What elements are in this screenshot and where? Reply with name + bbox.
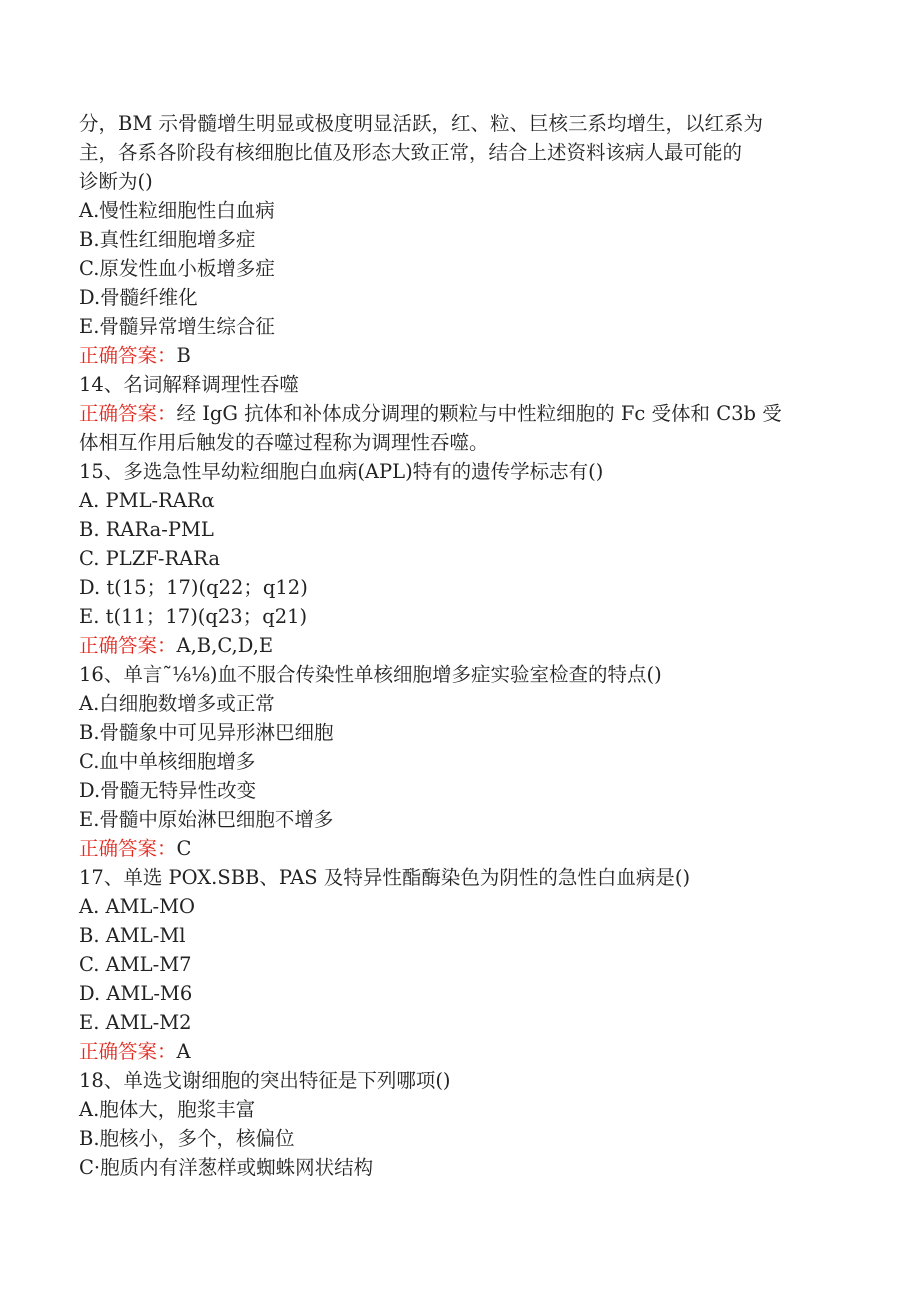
question-14-stem: 14、名词解释调理性吞噬 [79,373,299,396]
answer-value: C [176,837,192,860]
question-14 [79,370,849,457]
question-18-option-b: B.胞核小，多个，核偏位 [79,1127,295,1150]
question-16 [79,660,849,863]
document-page [79,109,849,1182]
question-17-option-c: C. AML-M7 [79,953,192,976]
question-15 [79,457,849,660]
answer-value: A,B,C,D,E [176,634,274,657]
question-16-answer [79,834,849,863]
question-14-answer-line-1 [79,399,849,428]
question-17-option-b: B. AML-Ml [79,924,186,947]
answer-label: 正确答案： [79,634,177,657]
question-18-option-a: A.胞体大，胞浆丰富 [79,1098,256,1121]
question-16-option-e: E.骨髓中原始淋巴细胞不增多 [79,808,334,831]
question-14-answer-line-2: 体相互作用后触发的吞噬过程称为调理性吞噬。 [79,431,489,454]
question-13 [79,109,849,370]
question-13-option-c: C.原发性血小板增多症 [79,257,275,280]
question-15-option-e: E. t(11；17)(q23；q21) [79,605,308,628]
question-18 [79,1066,849,1182]
question-18-option-c: C·胞质内有洋葱样或蜘蛛网状结构 [79,1156,374,1179]
answer-label: 正确答案： [79,344,177,367]
question-15-option-d: D. t(15；17)(q22；q12) [79,576,308,599]
question-17-option-a: A. AML-MO [79,895,196,918]
question-13-option-b: B.真性红细胞增多症 [79,228,256,251]
answer-label: 正确答案： [79,402,177,425]
question-13-stem-line-1: 分，BM 示骨髓增生明显或极度明显活跃，红、粒、巨核三系均增生，以红系为 [79,112,763,135]
question-17-option-e: E. AML-M2 [79,1011,192,1034]
question-15-stem: 15、多选急性早幼粒细胞白血病(APL)特有的遗传学标志有() [79,460,604,483]
question-16-option-b: B.骨髓象中可见异形淋巴细胞 [79,721,334,744]
question-15-answer [79,631,849,660]
answer-text: 经 IgG 抗体和补体成分调理的颗粒与中性粒细胞的 Fc 受体和 C3b 受 [176,402,782,425]
question-13-option-a: A.慢性粒细胞性白血病 [79,199,275,222]
answer-value: B [176,344,191,367]
question-15-option-b: B. RARa-PML [79,518,214,541]
question-17-stem: 17、单选 POX.SBB、PAS 及特异性酯酶染色为阴性的急性白血病是() [79,866,691,889]
question-16-option-c: C.血中单核细胞增多 [79,750,256,773]
question-17 [79,863,849,1066]
question-17-answer [79,1037,849,1066]
question-13-answer [79,341,849,370]
answer-label: 正确答案： [79,837,177,860]
question-15-option-a: A. PML-RARα [79,489,215,512]
question-13-stem-line-3: 诊断为() [79,170,153,193]
question-13-option-e: E.骨髓异常增生综合征 [79,315,275,338]
question-13-option-d: D.骨髓纤维化 [79,286,198,309]
question-15-option-c: C. PLZF-RARa [79,547,221,570]
question-18-stem: 18、单选戈谢细胞的突出特征是下列哪项() [79,1069,451,1092]
question-16-option-a: A.白细胞数增多或正常 [79,692,275,715]
question-16-option-d: D.骨髓无特异性改变 [79,779,257,802]
answer-label: 正确答案： [79,1040,177,1063]
answer-value: A [176,1040,191,1063]
question-13-stem-line-2: 主，各系各阶段有核细胞比值及形态大致正常，结合上述资料该病人最可能的 [79,141,743,164]
question-17-option-d: D. AML-M6 [79,982,193,1005]
question-16-stem: 16、单言˜⅛⅛)血不服合传染性单核细胞增多症实验室检查的特点() [79,663,662,686]
